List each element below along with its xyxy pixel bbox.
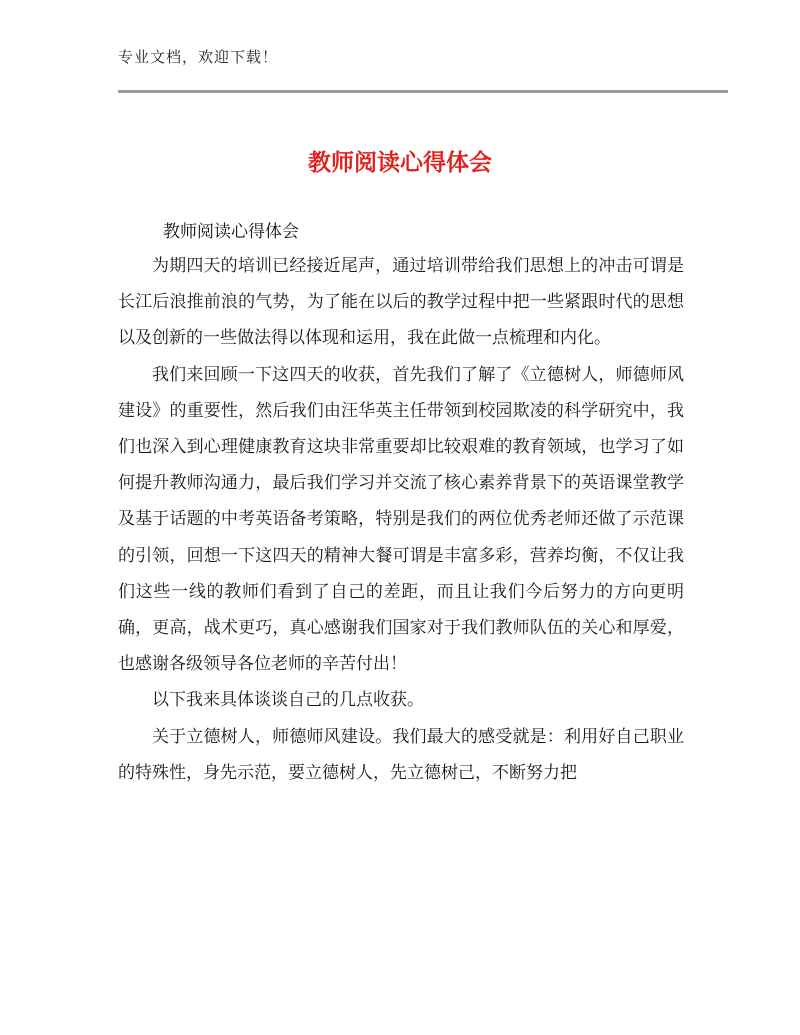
document-body [118,216,684,791]
document-title: 教师阅读心得体会 [308,150,492,176]
document-subtitle: 教师阅读心得体会 [163,222,299,242]
paragraph-4: 关于立德树人，师德师风建设。我们最大的感受就是：利用好自己职业的特殊性，身先示范，要立德树人，先立德树己，不断努力把 [118,726,684,783]
header-note: 专业文档，欢迎下载！ [118,48,279,66]
paragraph-2: 我们来回顾一下这四天的收获，首先我们了解了《立德树人，师德师风建设》的重要性，然后我们由汪华英主任带领到校园欺凌的科学研究中，我们也深入到心理健康教育这块非常重要却比较艰难的教育领域，也学习了如何提升教师沟通力，最后我们学习并交流了核心素养背景下的英语课堂教学及基于话题的中考英语备考策略，特别是我们的两位优秀老师还做了示范课的引领，回想一下这四天的精神大餐可谓是丰富多彩，营养均衡，不仅让我们这些一线的教师们看到了自己的差距，而且让我们今后努力的方向更明确，更高，战术更巧，真心感谢我们国家对于我们教师队伍的关心和厚爱，也感谢各级领导各位老师的辛苦付出！ [118,364,684,675]
paragraph-1: 为期四天的培训已经接近尾声，通过培训带给我们思想上的冲击可谓是长江后浪推前浪的气势，为了能在以后的教学过程中把一些紧跟时代的思想以及创新的一些做法得以体现和运用，我在此做一点梳理和内化。 [118,256,684,349]
header-divider [118,90,728,93]
paragraph-3: 以下我来具体谈谈自己的几点收获。 [152,690,424,711]
